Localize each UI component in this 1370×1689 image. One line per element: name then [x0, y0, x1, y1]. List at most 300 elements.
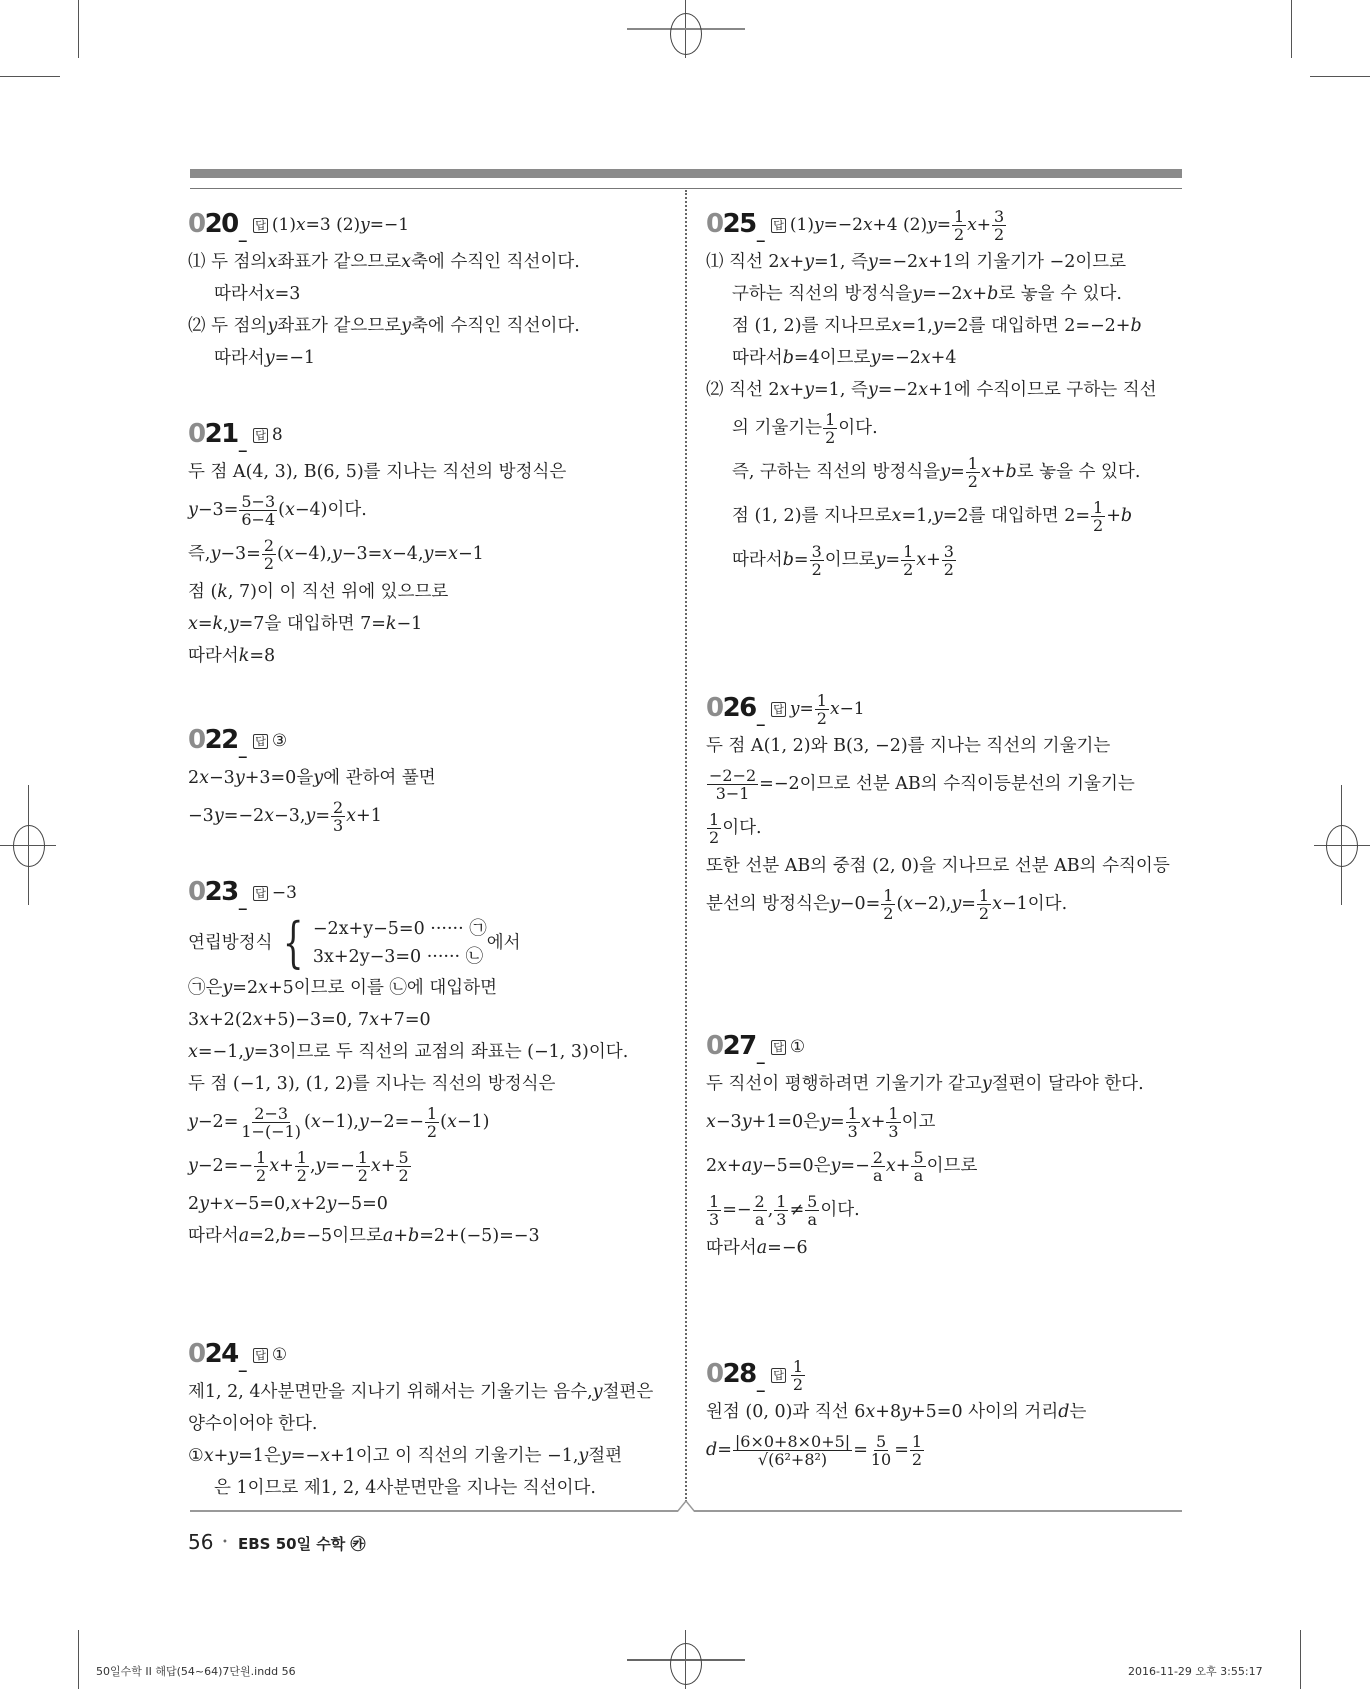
- text-run: ⑵ 두 점의: [188, 316, 268, 336]
- fraction-numerator: 5: [875, 1431, 887, 1451]
- solution-line: [188, 1472, 668, 1504]
- math-variable: y: [199, 1194, 210, 1214]
- text-run: +8: [875, 1402, 902, 1422]
- fraction-numerator: 1: [709, 1191, 720, 1211]
- text-run: 양수이어야 한다.: [188, 1414, 318, 1434]
- fraction-numerator: 2−3: [254, 1103, 289, 1123]
- problem-026: [706, 692, 1186, 926]
- problem-number-main: 23: [204, 876, 238, 907]
- fraction-denominator: 2: [883, 903, 894, 923]
- solution-line: [706, 882, 1186, 926]
- text-run: 2: [188, 1194, 200, 1214]
- problem-number-main: 25: [722, 208, 756, 239]
- text-run: 점 (1, 2)를 지나므로: [732, 506, 892, 526]
- fraction-denominator: 2: [256, 1165, 267, 1185]
- fraction: [942, 543, 956, 578]
- math-variable: y: [789, 699, 800, 719]
- text-run: (: [277, 544, 284, 564]
- math-variable: x: [891, 506, 902, 526]
- problem-number-prefix: 0: [188, 724, 205, 755]
- text-run: −2=−: [197, 1156, 254, 1176]
- fraction-numerator: 1: [256, 1147, 267, 1167]
- fraction: [805, 1193, 819, 1228]
- text-run: =−2: [877, 252, 919, 272]
- text-run: +: [789, 380, 805, 400]
- math-variable: y: [313, 768, 324, 788]
- solution-line: [188, 972, 668, 1004]
- fraction-numerator: 5: [913, 1147, 924, 1167]
- text-run: =−: [325, 1156, 355, 1176]
- answer-value: [272, 208, 409, 242]
- solution-line: [188, 310, 668, 342]
- text-run: ①: [271, 1345, 288, 1365]
- answer-value: [790, 1030, 805, 1064]
- solution-line: [188, 1376, 668, 1408]
- math-variable: y: [358, 1112, 369, 1132]
- answer-badge: 답: [255, 1348, 266, 1362]
- text-run: =: [936, 215, 951, 235]
- fraction-denominator: √(6²+8²): [757, 1449, 828, 1469]
- fraction-numerator: 5−3: [241, 491, 276, 511]
- text-run: 두 점 A(4, 3), B(6, 5)를 지나는 직선의 방정식은: [188, 462, 567, 482]
- fraction-numerator: 1: [847, 1103, 858, 1123]
- text-run: =2를 대입하면 2=−2+: [942, 316, 1131, 336]
- fraction-numerator: 1: [978, 885, 990, 905]
- answer-badge: 답: [773, 1368, 784, 1382]
- math-variable: y: [814, 215, 824, 235]
- problem-header: [188, 876, 668, 910]
- text-run: 로 놓을 수 있다.: [998, 284, 1122, 304]
- text-run: =2: [232, 978, 259, 998]
- text-run: =3 (2): [305, 215, 361, 235]
- math-variable: y: [243, 1042, 254, 1062]
- fraction-numerator: 2: [754, 1191, 765, 1211]
- math-variable: a: [238, 1226, 250, 1246]
- fraction-denominator: 2: [263, 553, 275, 573]
- math-variable: b: [280, 1226, 292, 1246]
- problem-number-main: 21: [204, 418, 238, 449]
- text-run: −3: [188, 806, 214, 826]
- fraction-numerator: 1: [967, 453, 978, 473]
- math-variable: x: [258, 978, 268, 998]
- math-variable: b: [408, 1226, 420, 1246]
- math-variable: k: [385, 614, 397, 634]
- math-variable: y: [592, 1382, 603, 1402]
- math-variable: x: [980, 462, 991, 482]
- math-variable: x: [320, 1446, 330, 1466]
- solution-line: [706, 278, 1186, 310]
- text-run: (1): [271, 215, 297, 235]
- answer-badge: 답: [773, 218, 784, 232]
- text-run: −1: [457, 544, 484, 564]
- fraction: [815, 692, 829, 727]
- math-variable: x: [918, 252, 929, 272]
- solution-line: [706, 246, 1186, 278]
- fraction-denominator: a: [913, 1165, 924, 1185]
- problem-number-prefix: 0: [706, 208, 723, 239]
- fraction: [425, 1105, 439, 1140]
- math-variable: y: [804, 380, 815, 400]
- math-variable: a: [382, 1226, 394, 1246]
- text-run: ,: [767, 1200, 774, 1220]
- text-run: +: [393, 1226, 409, 1246]
- problem-027: [706, 1030, 1186, 1264]
- text-run: 2: [188, 768, 200, 788]
- math-variable: b: [987, 284, 999, 304]
- fraction: [356, 1149, 370, 1184]
- math-variable: y: [867, 252, 878, 272]
- fraction: [239, 493, 277, 528]
- math-variable: x: [269, 1156, 280, 1176]
- answer-value: [272, 1338, 287, 1372]
- text-run: =1, 즉: [814, 380, 868, 400]
- text-run: −3,: [274, 806, 306, 826]
- fraction-denominator: 2: [1093, 515, 1104, 535]
- fraction-denominator: 2: [911, 1449, 923, 1469]
- solution-line: [706, 850, 1186, 882]
- answer-value: [272, 876, 297, 910]
- fraction-denominator: a: [754, 1209, 765, 1229]
- problem-number-prefix: 0: [706, 1358, 723, 1389]
- solution-line: [188, 342, 668, 374]
- fraction-denominator: 2: [903, 559, 914, 579]
- problem-header: [188, 1338, 668, 1372]
- solution-line: [188, 1188, 668, 1220]
- fraction-numerator: |6×0+8×0+5|: [734, 1431, 851, 1451]
- problem-021: [188, 418, 668, 672]
- math-variable: x: [264, 284, 275, 304]
- text-run: 축에 수직인 직선이다.: [411, 252, 580, 272]
- problem-number-prefix: 0: [188, 876, 205, 907]
- text-run: +1이고 이 직선의 기울기는 −1,: [329, 1446, 579, 1466]
- math-variable: y: [222, 978, 233, 998]
- text-run: 점 (1, 2)를 지나므로: [732, 316, 892, 336]
- text-run: ㉠은: [188, 978, 223, 998]
- text-run: −1): [456, 1112, 490, 1132]
- text-run: −1: [396, 614, 423, 634]
- fraction-denominator: 2: [967, 471, 978, 491]
- text-run: =−2이므로 선분 AB의 수직이등분선의 기울기는: [759, 774, 1135, 794]
- fraction-numerator: 1: [953, 206, 965, 226]
- math-variable: x: [779, 252, 790, 272]
- solution-line: [188, 1004, 668, 1036]
- text-run: +: [1106, 506, 1121, 526]
- text-run: −1),: [320, 1112, 359, 1132]
- math-variable: x: [199, 768, 210, 788]
- system-suffix: 에서: [486, 933, 521, 953]
- text-run: +7=0: [379, 1010, 431, 1030]
- text-run: =8: [249, 646, 276, 666]
- answer-value: [272, 418, 283, 452]
- text-run: =1,: [901, 316, 933, 336]
- text-run: =−1,: [197, 1042, 244, 1062]
- problem-number: [706, 208, 763, 243]
- math-variable: x: [264, 806, 275, 826]
- text-run: +: [926, 550, 941, 570]
- fraction-numerator: 1: [1093, 497, 1104, 517]
- fraction-denominator: 2: [825, 427, 836, 447]
- text-run: =3: [274, 284, 301, 304]
- math-variable: y: [741, 1112, 752, 1132]
- text-run: +2(2: [209, 1010, 253, 1030]
- math-variable: y: [752, 1156, 763, 1176]
- text-run: +2: [300, 1194, 327, 1214]
- text-run: 절편이 달라야 한다.: [991, 1074, 1144, 1094]
- solution-line: [188, 576, 668, 608]
- math-variable: x: [382, 544, 393, 564]
- problem-number-underscore: _: [238, 222, 246, 242]
- problem-023: [188, 876, 668, 1252]
- page-number: 56: [188, 1530, 214, 1554]
- text-run: 절편: [588, 1446, 623, 1466]
- problem-number-main: 24: [204, 1338, 238, 1369]
- math-variable: x: [918, 380, 929, 400]
- solution-line: [706, 1144, 1186, 1188]
- math-variable: y: [912, 284, 923, 304]
- fraction: [791, 1358, 805, 1393]
- text-run: 제1, 2, 4사분면만을 지나기 위해서는 기울기는 음수,: [188, 1382, 593, 1402]
- text-run: =: [315, 806, 330, 826]
- text-run: 분선의 방정식은: [706, 894, 830, 914]
- fraction-denominator: 2: [398, 1165, 409, 1185]
- header-rule: [190, 188, 1182, 189]
- text-run: +: [209, 1194, 224, 1214]
- math-variable: y: [264, 348, 275, 368]
- math-variable: d: [706, 1440, 718, 1460]
- registration-circle-icon: [670, 1643, 702, 1685]
- crop-mark: [1300, 1630, 1301, 1689]
- text-run: 는: [1069, 1402, 1087, 1422]
- math-variable: y: [820, 1112, 830, 1132]
- solution-line: [188, 794, 668, 838]
- text-run: ①: [188, 1446, 204, 1466]
- text-run: =1, 즉: [814, 252, 868, 272]
- math-variable: x: [370, 1156, 381, 1176]
- math-variable: x: [885, 1156, 896, 1176]
- problem-020: [188, 208, 668, 374]
- fraction-denominator: 2: [709, 827, 720, 847]
- solution-line: [706, 806, 1186, 850]
- text-run: 따라서: [188, 646, 239, 666]
- fraction-numerator: 5: [398, 1147, 409, 1167]
- text-run: +: [990, 462, 1006, 482]
- fraction: [966, 455, 980, 490]
- math-variable: y: [829, 894, 840, 914]
- text-run: 따라서: [214, 348, 265, 368]
- registration-circle-icon: [13, 825, 45, 867]
- fraction: [707, 767, 758, 802]
- text-run: ⑴ 직선 2: [706, 252, 780, 272]
- math-variable: y: [423, 544, 434, 564]
- math-variable: x: [252, 1010, 263, 1030]
- solution-line: [706, 1188, 1186, 1232]
- fraction-numerator: 1: [903, 541, 914, 561]
- fraction: [262, 537, 276, 572]
- text-run: −1: [839, 699, 865, 719]
- fraction: [977, 887, 991, 922]
- fraction-denominator: 3: [847, 1121, 858, 1141]
- solution-line: [188, 1440, 668, 1472]
- text-run: +: [895, 1156, 911, 1176]
- answer-badge: 답: [255, 734, 266, 748]
- text-run: =−: [722, 1200, 752, 1220]
- crop-mark: [78, 1630, 79, 1689]
- text-run: =: [197, 614, 213, 634]
- text-run: ,: [309, 1156, 316, 1176]
- fraction-numerator: 1: [357, 1147, 368, 1167]
- solution-line: [706, 406, 1186, 450]
- math-variable: x: [962, 284, 973, 304]
- system-label: 연립방정식: [188, 933, 273, 953]
- solution-line: [188, 278, 668, 310]
- fraction: [753, 1193, 767, 1228]
- header-bar: [190, 169, 1182, 178]
- problem-number-main: 27: [722, 1030, 756, 1061]
- solution-line: [706, 1100, 1186, 1144]
- text-run: 따라서: [732, 550, 783, 570]
- fraction-numerator: 1: [709, 809, 720, 829]
- math-variable: y: [188, 500, 198, 520]
- math-variable: d: [1058, 1402, 1070, 1422]
- math-variable: x: [188, 614, 198, 634]
- text-run: +3=0을: [244, 768, 314, 788]
- problem-number: [706, 1358, 763, 1393]
- text-run: +5이므로 이를 ㉡에 대입하면: [267, 978, 498, 998]
- problem-number: [188, 1338, 245, 1373]
- solution-line: [706, 762, 1186, 806]
- text-run: =: [961, 894, 976, 914]
- fraction-denominator: 2: [993, 224, 1005, 244]
- fraction-denominator: 2: [943, 559, 954, 579]
- math-variable: y: [940, 462, 951, 482]
- math-variable: y: [210, 544, 221, 564]
- math-variable: x: [296, 215, 306, 235]
- text-run: +1: [356, 806, 382, 826]
- text-run: 이므로: [824, 550, 876, 570]
- math-variable: y: [331, 544, 342, 564]
- fraction: [707, 1193, 721, 1228]
- solution-line: [706, 342, 1186, 374]
- problem-number-prefix: 0: [188, 208, 205, 239]
- fraction-denominator: 3: [888, 1121, 899, 1141]
- text-run: +4 (2): [872, 215, 928, 235]
- fraction-denominator: a: [873, 1165, 883, 1185]
- text-run: +: [727, 1156, 742, 1176]
- math-variable: y: [360, 215, 370, 235]
- text-run: ③: [271, 731, 288, 751]
- math-variable: x: [401, 252, 411, 272]
- fraction: [295, 1149, 309, 1184]
- fraction-denominator: 2: [978, 903, 990, 923]
- text-run: =: [853, 1440, 868, 1460]
- registration-circle-icon: [1326, 825, 1358, 867]
- text-run: 이고: [901, 1112, 936, 1132]
- text-run: −5=0: [336, 1194, 388, 1214]
- text-run: 8: [271, 425, 283, 445]
- text-run: =: [885, 550, 901, 570]
- math-variable: x: [860, 1112, 871, 1132]
- text-run: 두 점 (−1, 3), (1, 2)를 지나는 직선의 방정식은: [188, 1074, 556, 1094]
- math-variable: x: [284, 500, 295, 520]
- math-variable: x: [916, 550, 927, 570]
- math-variable: y: [188, 1156, 198, 1176]
- math-variable: y: [234, 768, 245, 788]
- fraction-denominator: 3: [776, 1209, 787, 1229]
- math-variable: k: [217, 582, 228, 602]
- text-run: =2를 대입하면 2=: [942, 506, 1090, 526]
- text-run: +: [789, 252, 805, 272]
- text-run: 즉, 구하는 직선의 방정식을: [732, 462, 941, 482]
- answer-badge: 답: [255, 428, 266, 442]
- answer-badge: 답: [255, 886, 266, 900]
- fraction-denominator: 2: [357, 1165, 368, 1185]
- solution-line: [706, 1396, 1186, 1428]
- problem-number-prefix: 0: [188, 1338, 205, 1369]
- solution-line: [188, 532, 668, 576]
- text-run: =: [799, 699, 814, 719]
- math-variable: k: [238, 646, 250, 666]
- math-variable: x: [203, 1446, 214, 1466]
- problem-number-underscore: _: [756, 222, 764, 242]
- fraction-denominator: 2: [296, 1165, 307, 1185]
- text-run: −0=: [839, 894, 881, 914]
- fraction-numerator: 5: [807, 1191, 818, 1211]
- math-variable: x: [346, 806, 357, 826]
- fraction: [823, 411, 837, 446]
- fraction-numerator: 2: [872, 1147, 883, 1167]
- math-variable: y: [305, 806, 316, 826]
- problem-number: [706, 1030, 763, 1065]
- fraction-numerator: 1: [888, 1103, 899, 1123]
- fraction: [396, 1149, 410, 1184]
- math-variable: x: [891, 316, 902, 336]
- text-run: =4이므로: [793, 348, 871, 368]
- text-run: (: [440, 1112, 447, 1132]
- text-run: +: [213, 1446, 229, 1466]
- fraction-numerator: 1: [792, 1356, 804, 1376]
- problem-number-prefix: 0: [188, 418, 205, 449]
- fraction: [871, 1149, 885, 1184]
- problem-number: [188, 876, 245, 911]
- solution-line: [188, 1220, 668, 1252]
- answer-value: [790, 692, 865, 727]
- math-variable: y: [901, 1402, 911, 1422]
- math-variable: y: [932, 316, 943, 336]
- fraction-denominator: 1−(−1): [241, 1121, 302, 1141]
- math-variable: y: [951, 894, 962, 914]
- text-run: +: [976, 215, 991, 235]
- solution-line: [188, 1036, 668, 1068]
- math-variable: x: [865, 1402, 876, 1422]
- problem-number-underscore: _: [756, 706, 764, 726]
- footer-bullet-icon: •: [222, 1537, 228, 1548]
- problem-header: [706, 692, 1186, 726]
- column-divider: [685, 190, 687, 1502]
- divider-notch-icon: [677, 1500, 695, 1512]
- fraction: [239, 1105, 303, 1140]
- solution-line: [706, 1068, 1186, 1100]
- equation-rows: [313, 915, 487, 971]
- math-variable: y: [875, 550, 886, 570]
- text-run: +1=0은: [751, 1112, 821, 1132]
- math-variable: y: [228, 1446, 239, 1466]
- text-run: =: [894, 1440, 909, 1460]
- math-variable: x: [829, 699, 840, 719]
- text-run: 구하는 직선의 방정식을: [732, 284, 913, 304]
- math-variable: x: [369, 1010, 380, 1030]
- text-run: −5=0,: [233, 1194, 291, 1214]
- text-run: +: [279, 1156, 294, 1176]
